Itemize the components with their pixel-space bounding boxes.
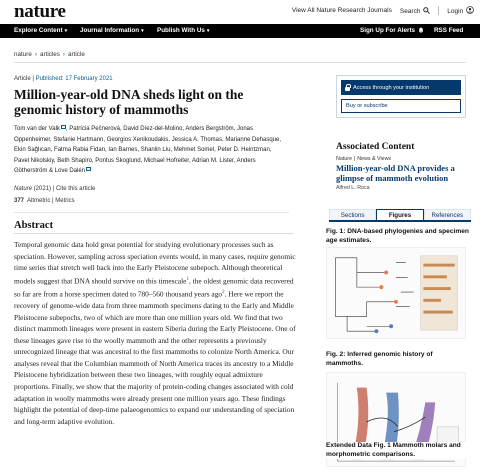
buy-subscribe-button[interactable]: Buy or subscribe <box>341 99 461 113</box>
login-label: Login <box>447 8 464 15</box>
header-divider <box>438 6 439 15</box>
all-journals-link[interactable]: View All Nature Research Journals <box>291 7 392 14</box>
nav-journal-label: Journal Information <box>80 27 140 34</box>
publication-date: Published: 17 February 2021 <box>35 76 113 82</box>
access-institution-button[interactable] <box>341 80 461 95</box>
abstract-part: Temporal genomic data hold great potential for studying evolutionary processes such as speciation. However, sampling across speciation events would, in many cases, require genomic time series that stretch well back into the Early Pleistocene subepoch. Although theoretical models suggest that DNA should survive on this timescale <box>14 240 296 286</box>
separator: | <box>353 156 356 162</box>
cite-this-article-link[interactable]: Cite this article <box>55 186 96 192</box>
breadcrumb <box>14 51 85 58</box>
metrics-link[interactable]: Metrics <box>55 198 75 204</box>
nature-logo[interactable]: nature <box>14 1 66 22</box>
extended-figure-1-caption[interactable]: Extended Data Fig. 1 Mammoth molars and morphometric comparisons. <box>326 442 471 459</box>
associated-meta <box>336 156 391 162</box>
reference-link[interactable]: 2 <box>222 289 225 295</box>
chevron-down-icon: ▾ <box>64 28 68 34</box>
nav-signup-label: Sign Up For Alerts <box>360 27 416 34</box>
breadcrumb-separator-icon: › <box>34 51 37 58</box>
lock-icon <box>345 87 350 91</box>
tab-figures[interactable]: Figures <box>376 209 423 220</box>
user-icon <box>466 6 474 14</box>
figure-2-caption[interactable]: Fig. 2: Inferred genomic history of mammoths. <box>326 351 433 367</box>
article-title: Million-year-old DNA sheds light on the genomic history of mammoths <box>14 87 244 117</box>
associated-type: News & Views <box>357 156 392 162</box>
author-link[interactable]: & Love Dalén <box>49 168 86 174</box>
nav-publish-with-us[interactable] <box>157 27 209 34</box>
header-divider-line <box>14 212 289 213</box>
nav-sign-up-alerts[interactable] <box>360 27 424 34</box>
figure-1-caption[interactable]: Fig. 1: DNA-based phylogenies and specimen age estimates. <box>326 228 469 244</box>
metrics-line: 377 Altmetric | Metrics <box>14 198 75 204</box>
associated-author: Alfred L. Roca <box>336 185 370 191</box>
article-year: (2021) <box>33 186 52 192</box>
chevron-down-icon: ▾ <box>206 28 210 34</box>
abstract-text <box>14 239 296 427</box>
chevron-down-icon: ▾ <box>141 28 144 34</box>
nav-rss-feed[interactable]: RSS Feed <box>434 27 464 34</box>
site-header <box>0 0 480 24</box>
associated-content-heading: Associated Content <box>336 142 415 152</box>
altmetric-link[interactable]: Altmetric <box>27 198 51 204</box>
article-type: Article <box>14 76 31 82</box>
author-link[interactable]: Tom van der Valk <box>14 126 60 132</box>
citation-line: Nature (2021) | Cite this article <box>14 186 96 192</box>
author-link[interactable]: Patrícia Pečnerová, David Díez-del-Molino, Anders Bergström, Jonas Oppenheimer, Stefanie Hartmann, Georgios Xenikoudakis, Jessica A. Thomas, Marianne Dehasque, Ekin Sağlıcan, Fatma Rabia Fidan, Ian Barnes, Shanlin Liu, Mehmet Somel, Peter D. Heintzman, Pavel Nikolskiy, Beth Shapiro, Pontus Skoglund, Michael Hofreiter, Adrian M. Lister, Anders Götherström <box>14 126 282 174</box>
tab-sections[interactable]: Sections <box>329 209 376 220</box>
access-box <box>336 75 466 118</box>
breadcrumb-articles[interactable]: articles <box>39 51 60 58</box>
nav-journal-information[interactable] <box>80 27 144 34</box>
main-nav <box>0 24 480 38</box>
journal-name: Nature <box>14 186 33 192</box>
abstract-heading: Abstract <box>14 220 54 231</box>
search-icon <box>423 7 430 14</box>
search-link[interactable] <box>400 7 430 15</box>
mail-icon[interactable] <box>86 167 91 171</box>
abstract-rule <box>14 233 294 234</box>
associated-article-link[interactable]: Million-year-old DNA provides a glimpse of mammoth evolution <box>336 163 455 183</box>
search-label: Search <box>399 7 421 15</box>
breadcrumb-separator-icon: › <box>62 51 66 58</box>
abstract-part: . Here we report the recovery of genome-wide data from three mammoth specimens dating to the Early and Middle Pleistocene subepochs, two of which are more than one million years old. We find that two distinct mammoth lineages were present in eastern Siberia during the Early Pleistocene. One of these lineages gave rise to the woolly mammoth and the other represents a previously unrecognized lineage that was ancestral to the first mammoths to colonize North America. Our analyses reveal that the Columbian mammoth of North America traces its ancestry to a Middle Pleistocene hybridization between these two lineages, with roughly equal admixture proportions. Finally, we show that the majority of protein-coding changes associated with cold adaptation in woolly mammoths were already present one million years ago. These findings highlight the potential of deep-time palaeogenomics to expand our understanding of speciation and long-term adaptive evolution. <box>14 289 296 426</box>
nav-explore-label: Explore Content <box>14 27 63 34</box>
login-link[interactable] <box>447 6 474 15</box>
header-links <box>292 6 474 15</box>
breadcrumb-divider <box>14 62 466 63</box>
nav-publish-label: Publish With Us <box>157 27 205 34</box>
altmetric-count: 377 <box>14 198 25 204</box>
article-meta: Article | Published: 17 February 2021 <box>14 76 113 82</box>
tab-references[interactable]: References <box>424 209 471 220</box>
bell-icon <box>418 27 424 33</box>
breadcrumb-nature[interactable]: nature <box>14 51 32 58</box>
breadcrumb-article: article <box>68 51 85 58</box>
mail-icon[interactable] <box>61 125 66 129</box>
author-list: Tom van der Valk , Patrícia Pečnerová, David Díez-del-Molino, Anders Bergström, Jonas Oppenheimer, Stefanie Hartmann, Georgios Xenikoudakis, Jessica A. Thomas, Marianne Dehasque, Ekin Sağlıcan, Fatma Rabia Fidan, Ian Barnes, Shanlin Liu, Mehmet Somel, Peter D. Heintzman, Pavel Nikolskiy, Beth Shapiro, Pontus Skoglund, Michael Hofreiter, Adrian M. Lister, Anders Götherström & Love Dalén <box>14 126 282 174</box>
reference-link[interactable]: 1 <box>186 276 189 282</box>
nav-explore-content[interactable] <box>14 27 67 34</box>
sidebar-tabs <box>329 209 471 222</box>
associated-journal: Nature <box>336 156 352 162</box>
access-institution-label: Access through your institution <box>353 84 430 91</box>
abstract-part: , the oldest genomic data recovered so far are from a horse specimen dated to 780–560 thousand years ago <box>14 276 294 299</box>
figure-1-thumbnail[interactable] <box>326 247 466 339</box>
